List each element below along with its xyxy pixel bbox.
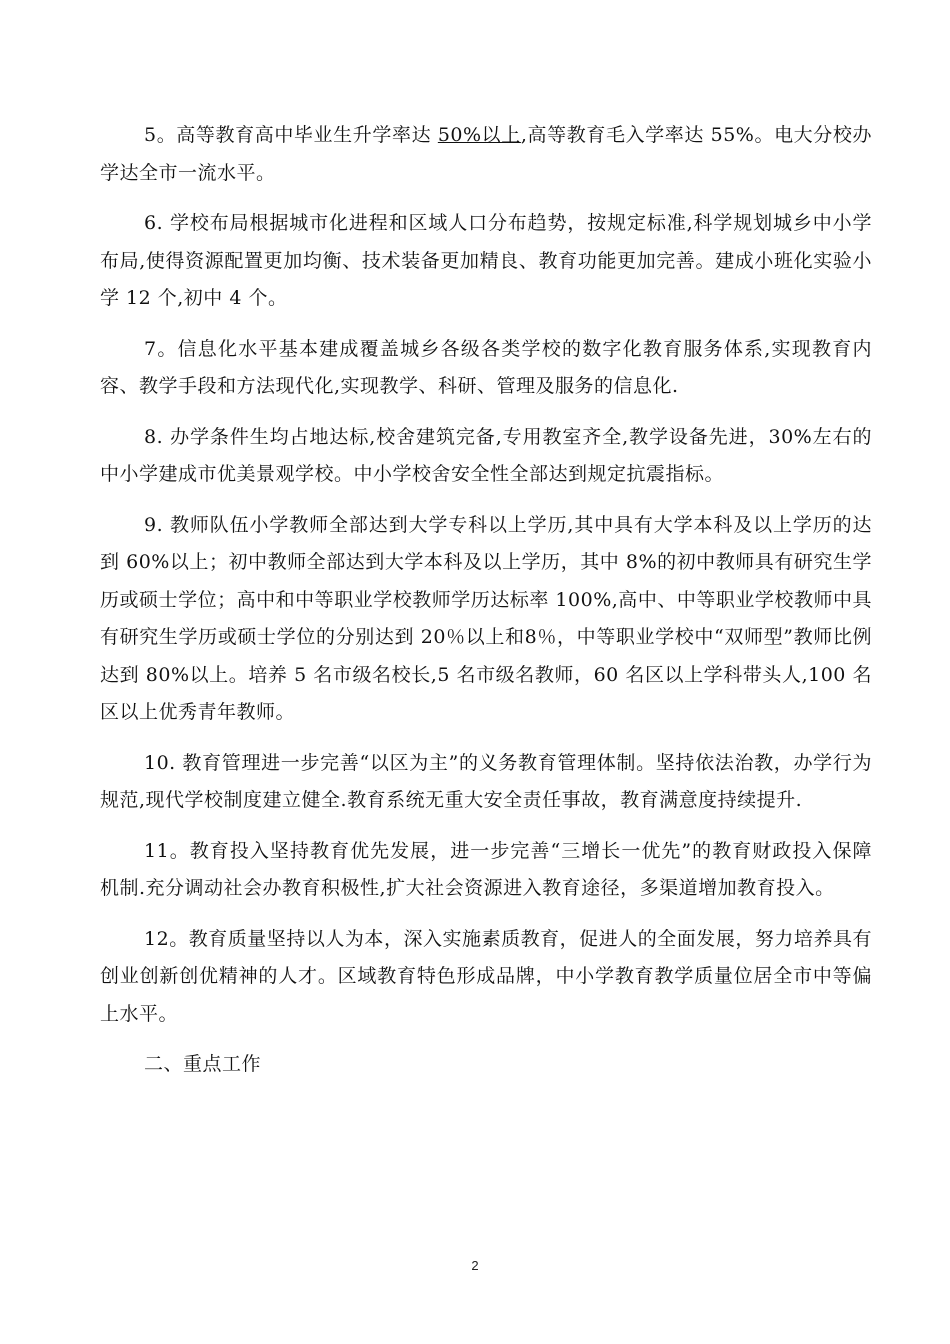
paragraph-7: 7。信息化水平基本建成覆盖城乡各级各类学校的数字化教育服务体系,实现教育内容、教学手段和方法现代化,实现教学、科研、管理及服务的信息化. <box>100 337 872 397</box>
page-number: 2 <box>471 1258 479 1273</box>
paragraph-6: 6. 学校布局根据城市化进程和区域人口分布趋势，按规定标准,科学规划城乡中小学布局,使得资源配置更加均衡、技术装备更加精良、教育功能更加完善。建成小班化实验小学 12 个,初中 4 个。 <box>100 212 872 309</box>
document-body <box>100 117 872 1097</box>
paragraph-5-text-a: 5。高等教育高中毕业生升学率达 <box>144 124 438 146</box>
section-heading: 二、重点工作 <box>144 1053 262 1075</box>
underlined-rate: 50%以上 <box>437 124 521 146</box>
paragraph-10: 10. 教育管理进一步完善“以区为主”的义务教育管理体制。坚持依法治教，办学行为规范,现代学校制度建立健全.教育系统无重大安全责任事故，教育满意度持续提升. <box>100 751 872 811</box>
paragraph-12: 12。教育质量坚持以人为本，深入实施素质教育，促进人的全面发展，努力培养具有创业创新创优精神的人才。区域教育特色形成品牌，中小学教育教学质量位居全市中等偏上水平。 <box>100 927 872 1025</box>
paragraph-9: 9. 教师队伍小学教师全部达到大学专科以上学历,其中具有大学本科及以上学历的达到 60%以上；初中教师全部达到大学本科及以上学历，其中 8%的初中教师具有研究生学历或硕士学位；高中和中等职业学校教师学历达标率 100%,高中、中等职业学校教师中具有研究生学历或硕士学位的分别达到 20％以上和8％，中等职业学校中“双师型”教师比例达到 80%以上。培养 5 名市级名校长,5 名市级名教师，60 名区以上学科带头人,100 名区以上优秀青年教师。 <box>100 513 872 723</box>
paragraph-11: 11。教育投入坚持教育优先发展，进一步完善“三增长一优先”的教育财政投入保障机制.充分调动社会办教育积极性,扩大社会资源进入教育途径，多渠道增加教育投入。 <box>100 839 872 899</box>
paragraph-5-text-b: ,高等教育毛入学率达 55%。电大分校办学达全市一流水平。 <box>100 124 873 184</box>
paragraph-8: 8. 办学条件生均占地达标,校舍建筑完备,专用教室齐全,教学设备先进，30%左右的中小学建成市优美景观学校。中小学校舍安全性全部达到规定抗震指标。 <box>100 425 872 485</box>
paragraph-5 <box>100 117 872 192</box>
